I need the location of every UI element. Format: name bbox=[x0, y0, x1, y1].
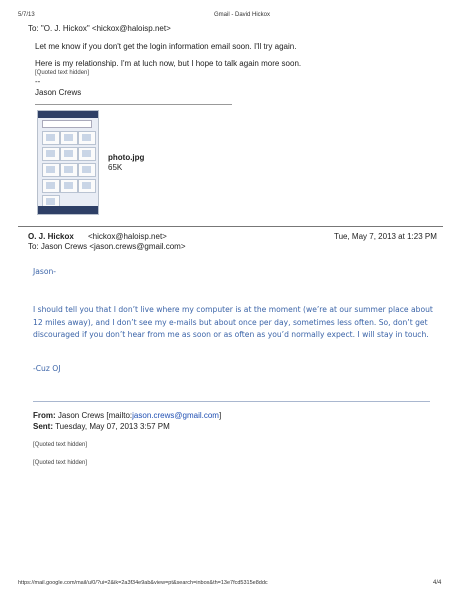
forward-sent-value: Tuesday, May 07, 2013 3:57 PM bbox=[55, 422, 170, 431]
sender-email: <hickox@haloisp.net> bbox=[88, 232, 167, 241]
prev-to-line: To: "O. J. Hickox" <hickox@haloisp.net> bbox=[28, 24, 171, 33]
sender-name: O. J. Hickox bbox=[28, 232, 74, 241]
forward-from-email-link[interactable]: jason.crews@gmail.com bbox=[132, 411, 219, 420]
forward-from-close: ] bbox=[218, 411, 222, 420]
body-greeting: Jason- bbox=[33, 267, 57, 276]
forward-sent-label: Sent: bbox=[33, 422, 53, 431]
forward-sent-line bbox=[33, 422, 170, 431]
body-line-3: discouraged if you don’t hear from me as soon or as often as you’d normally expect. I will stay in touch. bbox=[33, 330, 429, 339]
prev-body-line-1: Let me know if you don't get the login information email soon. I'll try again. bbox=[35, 42, 297, 51]
forward-from-label: From: bbox=[33, 411, 56, 420]
signature-dash: -- bbox=[35, 77, 41, 86]
attachment-thumbnail[interactable] bbox=[37, 110, 99, 215]
print-footer-url: https://mail.google.com/mail/u/0/?ui=2&ik=2a3f34e9ab&view=pt&search=inbox&th=13e7fcd5315e8ddc bbox=[18, 580, 268, 586]
prev-quoted-hidden[interactable]: [Quoted text hidden] bbox=[35, 70, 90, 76]
message-divider bbox=[18, 226, 443, 227]
message-date: Tue, May 7, 2013 at 1:23 PM bbox=[334, 232, 437, 241]
body-signoff: -Cuz OJ bbox=[33, 364, 61, 373]
body-line-1: I should tell you that I don’t live where my computer is at the moment (we’re at our summer place about bbox=[33, 305, 433, 314]
signature-divider bbox=[35, 104, 232, 105]
attachment-size: 65K bbox=[108, 163, 123, 172]
print-date: 5/7/13 bbox=[18, 12, 35, 18]
body-line-2: 12 miles away), and I don’t see my e-mails but about once per day, sometimes less often. So, don’t get bbox=[33, 318, 428, 327]
recipient-line: To: Jason Crews <jason.crews@gmail.com> bbox=[28, 242, 186, 251]
forward-from-line bbox=[33, 411, 221, 420]
print-page-number: 4/4 bbox=[433, 580, 442, 586]
attachment-filename[interactable]: photo.jpg bbox=[108, 153, 145, 162]
print-title: Gmail - David Hickox bbox=[214, 12, 271, 18]
forward-from-name: Jason Crews [mailto: bbox=[57, 411, 133, 420]
prev-body-line-2: Here is my relationship. I'm at luch now, but I hope to talk again more soon. bbox=[35, 59, 302, 68]
forward-quoted-hidden-2[interactable]: [Quoted text hidden] bbox=[33, 460, 88, 466]
forward-quoted-hidden-1[interactable]: [Quoted text hidden] bbox=[33, 442, 88, 448]
signature-name: Jason Crews bbox=[35, 88, 82, 97]
forward-divider bbox=[33, 401, 430, 402]
